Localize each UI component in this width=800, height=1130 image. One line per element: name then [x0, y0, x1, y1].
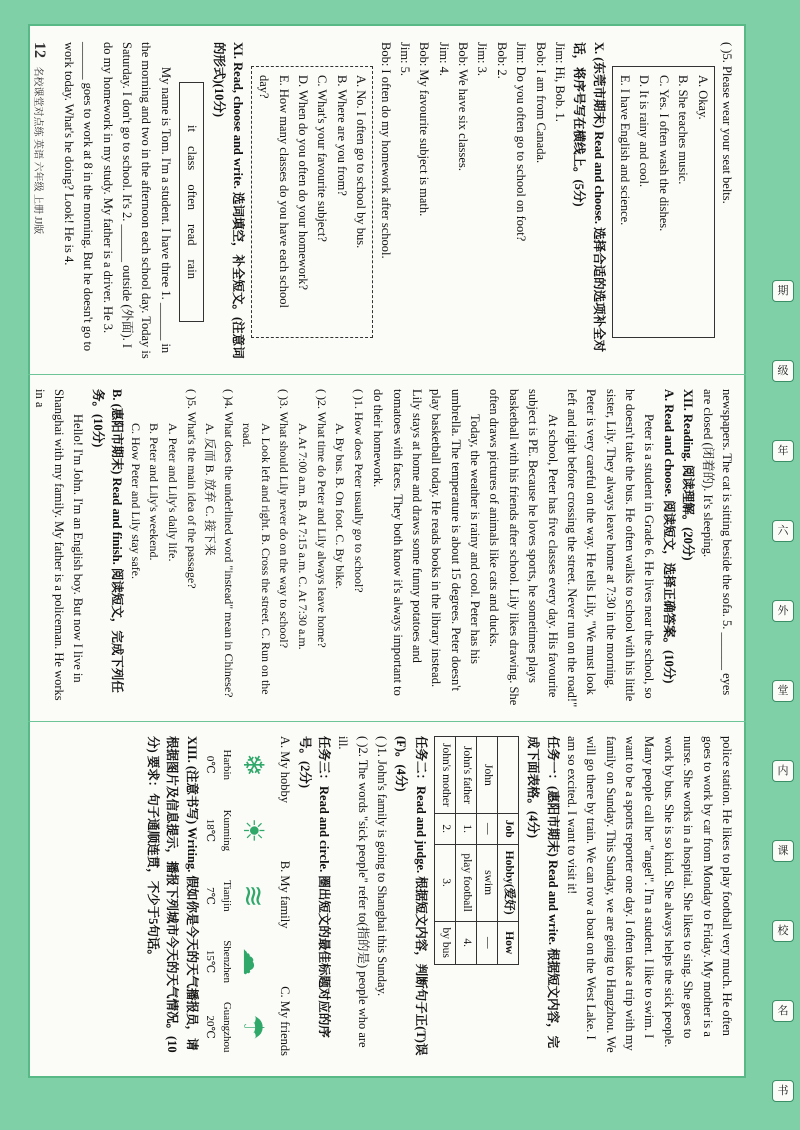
- dialog-line: Bob: 2.: [494, 42, 509, 79]
- table-cell: John's father: [455, 737, 476, 814]
- city-shenzhen: [201, 933, 269, 991]
- answer-options: A. Look left and right. B. Cross the street. C. Run on the road.: [240, 423, 273, 695]
- table-cell: 2.: [434, 813, 455, 844]
- title-option: A. My hobby: [278, 736, 293, 804]
- table-row: [434, 737, 455, 965]
- passage-end: newspapers. The cat is sitting beside the sofa. 5. ______ eyes are closed (闭着的). It's sleeping.: [700, 389, 734, 696]
- info-table: [434, 736, 519, 965]
- answer-option: A. Peter and Lily's daily life.: [165, 423, 180, 562]
- table-cell: play football: [455, 844, 476, 921]
- passage-text: My name is Tom. I'm a student. I have three 1. ______ in the morning and two in the afternoon each school day. Today is Saturday. I don't go to school. It's 2. ______ outside (外面). I do my homework in my study. My father is a driver. He 3. ______ goes to work at 8 in the morning. But he doesn't go to work today. What's he doing? Look! He is 4.: [62, 42, 173, 359]
- city-temp: 18℃: [203, 818, 216, 843]
- column-middle: [32, 389, 736, 709]
- reading-para: At school, Peter has five classes every day. His favourite subject is PE. Because he loves sports, he sometimes plays basketball with his friends after school. Lily likes drawing. She often draws pictures of animals like cats and ducks.: [487, 389, 560, 706]
- city-temp: 20℃: [203, 1015, 216, 1039]
- city-name: Kunming: [220, 809, 233, 852]
- section-xi-title: XI. Read, choose and write. 选词填空，补全短文。(注意词的形式)(10分): [211, 42, 245, 359]
- options-box-1: [612, 66, 715, 338]
- question: ( )3. What should Lily never do on the way to school?: [277, 389, 292, 649]
- title-option: C. My friends: [278, 986, 293, 1056]
- city-temp: 0℃: [203, 755, 216, 774]
- side-tab: 内: [772, 760, 794, 782]
- weather-row: [201, 736, 269, 1056]
- dialog: [375, 42, 569, 362]
- part-b-title: B. (惠阳市期末) Read and finish. 阅读短文，完成下列任务。(10分): [90, 389, 125, 693]
- side-tab: 年: [772, 440, 794, 462]
- option-e: E. I have English and science.: [618, 75, 633, 226]
- table-row: [455, 737, 476, 965]
- city-name: Shenzhen: [220, 940, 233, 983]
- reading-para: police station. He likes to play football very much. He often goes to work by car from Monday to Friday. My mother is a nurse. She works in a hospital. She likes to sing. She goes to work by bus. She is so kind. She always helps the sick people. Many people call her "angel". I'm a student. I like to swim. I want to be a sports reporter one day. I often take a trip with my family on Sunday. This Sunday, we are going to Hangzhou. We will go there by train. We can row a boat on the West Lake. I am so excited. I want to visit it!: [565, 736, 734, 1053]
- task3-title: 任务三：Read and circle. 圈出短文的最佳标题对应的序号。(2分): [297, 736, 331, 1038]
- column-left: [36, 42, 736, 362]
- city-temp: 7℃: [203, 887, 216, 905]
- judge-item: ( )2. The words "sick people" refer to(指的是) people who are ill.: [336, 736, 370, 1048]
- page-number: 12: [30, 42, 48, 58]
- title-options: [275, 736, 294, 1056]
- side-tab: 外: [772, 600, 794, 622]
- title-option: B. My family: [278, 860, 293, 929]
- table-cell: John's mother: [434, 737, 455, 814]
- column-right: [36, 736, 736, 1056]
- option-a: A. Okay.: [695, 75, 710, 120]
- option-c: C. What's your favourite subject?: [315, 75, 330, 242]
- city-name: Tianjin: [220, 880, 233, 912]
- section-xiii-title: XIII. (注意书写) Writing. 假如你是今天的天气播报员，请根据图片及信息提示，播报下列城市今天的天气情况。(10分) 要求：句子通顺连贯，不少于5句话。: [146, 736, 199, 1053]
- dialog-line: Jim: 3.: [475, 42, 490, 77]
- section-x-title: X. (东莞市期末) Read and choose. 选择合适的选项补全对话，将序号写在横线上。(5分): [572, 42, 606, 353]
- sun-icon: ☀: [236, 817, 268, 843]
- word: it: [185, 125, 200, 132]
- table-cell: 3.: [434, 844, 455, 921]
- side-tab: 期: [772, 280, 794, 302]
- option-e: E. How many classes do you have each school day?: [257, 75, 291, 308]
- question-5: ( )5. Please wear your seat belts.: [720, 42, 734, 204]
- question: ( )5. What's the main idea of the passage?: [184, 389, 199, 589]
- dialog-line: Jim: 4.: [436, 42, 451, 77]
- dialog-line: Bob: My favourite subject is math.: [417, 42, 432, 217]
- question: ( )2. What time do Peter and Lily always leave home?: [314, 389, 329, 648]
- answer-options: A. By bus. B. On foot. C. By bike.: [333, 423, 348, 590]
- reading-para: Today, the weather is rainy and cool. Peter has his umbrella. The temperature is about 15 degrees. Peter doesn't play basketball today. He reads books in the library instead. Lily stays at home and draws some funny potatoes and tomatoes with faces. They both know it's always important to do their homework.: [371, 389, 483, 696]
- options-box-2: [251, 66, 373, 338]
- snow-icon: ❄: [236, 753, 268, 777]
- side-tab: 六: [772, 520, 794, 542]
- answer-options: A. 反而 B. 放弃 C. 接下来: [203, 423, 218, 556]
- wind-icon: ≋: [236, 884, 268, 908]
- reading-para: Peter is a student in Grade 6. He lives near the school, so he doesn't take the bus. He often walks to school with his little sister, Lily. They always leave home at 7:30 in the morning. Peter is very careful on the way. He tells Lily, "We must look left and right before crossing the street. Never run on the road!": [565, 389, 657, 708]
- table-header: Job: [497, 813, 518, 844]
- dialog-line: Jim: 5.: [398, 42, 412, 77]
- city-guangzhou: [201, 998, 269, 1056]
- question: ( )1. How does Peter usually go to school?: [351, 389, 366, 593]
- side-tab: 名: [772, 1000, 794, 1022]
- option-b: B. She teaches music.: [676, 75, 691, 185]
- section-xii-title: XII. Reading. 阅读理解。(20分): [681, 389, 696, 561]
- question-list: [126, 389, 368, 709]
- table-cell: swim: [476, 844, 497, 921]
- option-d: D. It is rainy and cool.: [637, 75, 652, 188]
- question: ( )4. What does the underlined word "instead" mean in Chinese?: [221, 389, 236, 698]
- option-d: D. When do you often do your homework?: [296, 75, 311, 291]
- dialog-line: Bob: We have six classes.: [456, 42, 471, 171]
- dialog-line: Jim: Do you often go to school on foot?: [514, 42, 529, 242]
- side-tab: 课: [772, 840, 794, 862]
- rain-icon: ☂: [236, 1014, 268, 1040]
- city-name: Guangzhou: [220, 1001, 233, 1053]
- dialog-line: Bob: I am from Canada.: [533, 42, 548, 164]
- workbook-page: [28, 24, 746, 1078]
- table-row: [476, 737, 497, 965]
- dialog-line: Jim: Hi, Bob. 1.: [553, 42, 567, 122]
- answer-option: C. How Peter and Lily stay safe.: [128, 423, 143, 579]
- part-a-title: A. Read and choose. 阅读短文，选择正确答案。(10分): [661, 389, 676, 684]
- rotated-content: [28, 24, 746, 1078]
- city-tianjin: [201, 867, 269, 925]
- city-harbin: [201, 736, 269, 794]
- side-tab: 级: [772, 360, 794, 382]
- column-divider: [28, 374, 746, 375]
- table-header: [497, 737, 518, 814]
- option-c: C. Yes. I often wash the dishes.: [656, 75, 671, 232]
- side-tabs: [772, 0, 800, 1130]
- page-footer: [26, 42, 51, 234]
- side-tab: 堂: [772, 680, 794, 702]
- task1-title: 任务一：(惠阳市期末) Read and write. 根据短文内容，完成下面表格。(4分): [526, 736, 560, 1049]
- answer-options: A. At 7:00 a.m. B. At 7:15 a.m. C. At 7:30 a.m.: [296, 423, 311, 650]
- cloud-icon: ☁: [236, 947, 268, 976]
- table-cell: —: [476, 813, 497, 844]
- word-bank: [179, 82, 204, 322]
- judge-item: ( )1. John's family is going to Shanghai this Sunday.: [375, 736, 390, 997]
- city-kunming: [201, 802, 269, 860]
- table-cell: —: [476, 921, 497, 964]
- task2-title: 任务二：Read and judge. 根据短文内容，判断句子正(T)误(F)。(4分): [394, 736, 428, 1056]
- option-b: B. Where are you from?: [334, 75, 349, 196]
- column-divider: [28, 721, 746, 722]
- word: class: [185, 146, 200, 171]
- option-a: A. No. I often go to school by bus.: [354, 75, 369, 249]
- table-cell: 1.: [455, 813, 476, 844]
- answer-option: B. Peter and Lily's weekend.: [147, 423, 162, 561]
- word: rain: [185, 259, 200, 279]
- word: often: [185, 184, 200, 210]
- side-tab: 校: [772, 920, 794, 942]
- dialog-line: Bob: I often do my homework after school.: [378, 42, 393, 259]
- table-header: How: [497, 921, 518, 964]
- table-cell: by bus: [434, 921, 455, 964]
- reading-para: Hello! I'm John. I'm an English boy. But now I live in Shanghai with my family. My father is a policeman. He works in a: [32, 389, 86, 701]
- city-temp: 15℃: [203, 949, 216, 974]
- table-cell: John: [476, 737, 497, 814]
- table-header: Hobby(爱好): [497, 844, 518, 921]
- side-tab: 书: [772, 1080, 794, 1102]
- table-cell: 4.: [455, 921, 476, 964]
- word: read: [185, 224, 200, 246]
- footer-text: 名校课堂对点练 英语 六年级 上册 JJ版: [31, 66, 43, 235]
- city-name: Harbin: [220, 749, 233, 781]
